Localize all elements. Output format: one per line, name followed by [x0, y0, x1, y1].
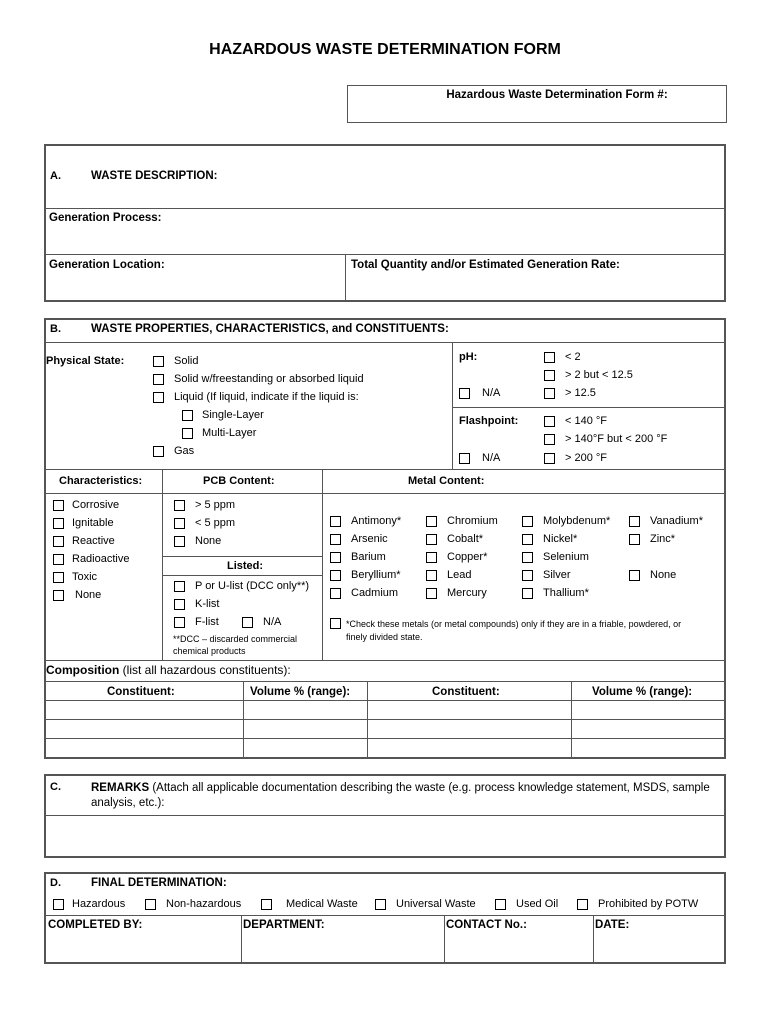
flashpoint-gt200[interactable] [544, 452, 607, 464]
option-label: > 140°F but < 200 °F [565, 433, 668, 445]
metal-note: *Check these metals (or metal compounds) only if they are in a friable, powdered, or finely divided state. [346, 619, 682, 642]
flashpoint-lt140[interactable] [544, 415, 607, 427]
checkbox[interactable] [153, 374, 164, 385]
contact-number-field[interactable]: CONTACT No.: [446, 919, 527, 931]
option-label: Cadmium [351, 587, 399, 599]
pcb-none[interactable] [174, 535, 221, 547]
composition-label: Composition [46, 663, 120, 677]
checkbox[interactable] [522, 552, 533, 563]
metal-vanadium[interactable] [629, 515, 703, 527]
physical-state-multi-layer[interactable] [182, 427, 256, 439]
checkbox[interactable] [153, 446, 164, 457]
checkbox[interactable] [459, 388, 470, 399]
listed-na[interactable] [242, 616, 281, 628]
option-label: Multi-Layer [202, 427, 257, 439]
physical-state-single-layer[interactable] [182, 409, 264, 421]
determination-used-oil[interactable] [495, 898, 558, 910]
column-header-constituent-1: Constituent: [107, 686, 175, 698]
option-label: N/A [482, 452, 501, 464]
section-b-letter: B. [50, 323, 61, 335]
option-label: N/A [482, 387, 501, 399]
option-label: Ignitable [72, 517, 114, 529]
determination-prohibited[interactable] [577, 898, 698, 910]
option-label: Solid w/freestanding or absorbed liquid [174, 373, 364, 385]
checkbox[interactable] [544, 352, 555, 363]
option-label: None [650, 569, 677, 581]
checkbox[interactable] [426, 552, 437, 563]
page-title: HAZARDOUS WASTE DETERMINATION FORM [209, 41, 561, 58]
remarks-heading [91, 781, 711, 811]
checkbox[interactable] [522, 570, 533, 581]
section-d-heading: FINAL DETERMINATION: [91, 877, 227, 889]
listed-f[interactable] [174, 616, 219, 628]
option-label: N/A [263, 616, 282, 628]
remarks-field[interactable] [46, 817, 724, 856]
metal-antimony[interactable] [330, 515, 401, 527]
determination-universal-waste[interactable] [375, 898, 476, 910]
column-header-volume-2: Volume % (range): [592, 686, 693, 698]
pcb-content-label: PCB Content: [203, 475, 275, 487]
checkbox[interactable] [261, 899, 272, 910]
metal-nickel[interactable] [522, 533, 577, 545]
checkbox[interactable] [174, 617, 185, 628]
characteristics-label: Characteristics: [59, 475, 143, 487]
composition-heading [46, 663, 291, 677]
characteristic-reactive[interactable] [53, 535, 115, 547]
characteristic-ignitable[interactable] [53, 517, 114, 529]
total-quantity-field[interactable]: Total Quantity and/or Estimated Generation Rate: [351, 259, 620, 271]
date-field[interactable]: DATE: [595, 919, 630, 931]
checkbox[interactable] [242, 617, 253, 628]
option-label: Cobalt* [447, 533, 484, 545]
characteristic-none[interactable] [53, 589, 101, 601]
metal-chromium[interactable] [426, 515, 498, 527]
composition-note: (list all hazardous constituents): [122, 663, 291, 677]
option-label: Radioactive [72, 553, 130, 565]
checkbox[interactable] [426, 570, 437, 581]
option-label: Used Oil [516, 898, 559, 910]
checkbox[interactable] [330, 570, 341, 581]
form-number-field[interactable] [347, 85, 727, 123]
composition-cell[interactable] [46, 739, 242, 757]
checkbox[interactable] [577, 899, 588, 910]
remarks-label: REMARKS [91, 782, 150, 794]
characteristic-corrosive[interactable] [53, 499, 119, 511]
form-number-label: Hazardous Waste Determination Form #: [446, 89, 668, 101]
option-label: Prohibited by POTW [598, 898, 699, 910]
ph-label: pH: [459, 351, 478, 363]
listed-label: Listed: [227, 560, 264, 572]
checkbox[interactable] [53, 536, 64, 547]
checkbox[interactable] [153, 392, 164, 403]
section-c-letter: C. [50, 781, 61, 793]
remarks-instructions: (Attach all applicable documentation describing the waste (e.g. process knowledge statement, MSDS, sample analysis, etc.): [91, 782, 710, 809]
checkbox[interactable] [53, 500, 64, 511]
checkbox[interactable] [182, 428, 193, 439]
option-label: Barium [351, 551, 386, 563]
option-label: Toxic [72, 571, 98, 583]
option-label: Gas [174, 445, 195, 457]
metal-selenium[interactable] [522, 551, 589, 563]
checkbox[interactable] [522, 534, 533, 545]
checkbox[interactable] [375, 899, 386, 910]
checkbox[interactable] [426, 516, 437, 527]
checkbox[interactable] [544, 370, 555, 381]
option-label: > 200 °F [565, 452, 608, 464]
metal-lead[interactable] [426, 569, 471, 581]
checkbox[interactable] [629, 516, 640, 527]
option-label: Hazardous [72, 898, 126, 910]
determination-non-hazardous[interactable] [145, 898, 241, 910]
checkbox[interactable] [330, 552, 341, 563]
section-d-letter: D. [50, 877, 61, 889]
option-label: None [195, 535, 222, 547]
characteristic-radioactive[interactable] [53, 553, 129, 565]
physical-state-gas[interactable] [153, 445, 194, 457]
flashpoint-140-200[interactable] [544, 433, 667, 445]
option-label: Chromium [447, 515, 498, 527]
metal-mercury[interactable] [426, 587, 487, 599]
option-label: Silver [543, 569, 571, 581]
checkbox[interactable] [153, 356, 164, 367]
option-label: Thallium* [543, 587, 589, 599]
checkbox[interactable] [544, 388, 555, 399]
option-label: > 12.5 [565, 387, 596, 399]
column-header-constituent-2: Constituent: [432, 686, 500, 698]
option-label: Medical Waste [286, 898, 358, 910]
option-label: Nickel* [543, 533, 578, 545]
option-label: Selenium [543, 551, 589, 563]
option-label: K-list [195, 598, 220, 610]
listed-pu[interactable] [174, 580, 309, 592]
physical-state-solid-liquid[interactable] [153, 373, 364, 385]
option-label: Non-hazardous [166, 898, 242, 910]
option-label: F-list [195, 616, 219, 628]
option-label: Solid [174, 355, 199, 367]
checkbox[interactable] [426, 588, 437, 599]
checkbox[interactable] [544, 434, 555, 445]
ph-option-na[interactable] [459, 387, 500, 399]
metal-beryllium[interactable] [330, 569, 401, 581]
option-label: Zinc* [650, 533, 676, 545]
checkbox[interactable] [426, 534, 437, 545]
option-label: Beryllium* [351, 569, 401, 581]
option-label: < 140 °F [565, 415, 608, 427]
metal-cobalt[interactable] [426, 533, 483, 545]
option-label: Single-Layer [202, 409, 264, 421]
option-label: Antimony* [351, 515, 402, 527]
checkbox[interactable] [53, 899, 64, 910]
generation-location-field[interactable]: Generation Location: [49, 259, 165, 271]
physical-state-liquid[interactable] [153, 391, 359, 403]
physical-state-label: Physical State: [46, 355, 125, 367]
generation-process-field[interactable]: Generation Process: [49, 212, 162, 224]
checkbox[interactable] [330, 534, 341, 545]
checkbox[interactable] [544, 416, 555, 427]
flashpoint-na[interactable] [459, 452, 500, 464]
checkbox[interactable] [330, 618, 341, 629]
pcb-lt5[interactable] [174, 517, 235, 529]
checkbox[interactable] [174, 599, 185, 610]
checkbox[interactable] [629, 570, 640, 581]
column-header-volume-1: Volume % (range): [250, 686, 351, 698]
ph-option-lt2[interactable] [544, 351, 581, 363]
option-label: Liquid (If liquid, indicate if the liquid is: [174, 391, 359, 403]
metal-thallium[interactable] [522, 587, 589, 599]
pcb-gt5[interactable] [174, 499, 235, 511]
option-label: Vanadium* [650, 515, 703, 527]
checkbox[interactable] [459, 453, 470, 464]
checkbox[interactable] [53, 572, 64, 583]
checkbox[interactable] [544, 453, 555, 464]
physical-state-solid[interactable] [153, 355, 198, 367]
checkbox[interactable] [330, 588, 341, 599]
metal-note-checkbox[interactable] [330, 617, 341, 629]
metal-barium[interactable] [330, 551, 386, 563]
metal-cadmium[interactable] [330, 587, 398, 599]
checkbox[interactable] [53, 554, 64, 565]
checkbox[interactable] [53, 590, 64, 601]
checkbox[interactable] [330, 516, 341, 527]
option-label: < 2 [565, 351, 581, 363]
section-a-letter: A. [50, 170, 61, 182]
dcc-note: **DCC – discarded commercial chemical products [173, 634, 298, 656]
composition-cell[interactable] [46, 701, 242, 718]
option-label: Lead [447, 569, 472, 581]
section-a-heading: WASTE DESCRIPTION: [91, 170, 218, 182]
determination-hazardous[interactable] [53, 898, 125, 910]
department-field[interactable]: DEPARTMENT: [243, 919, 325, 931]
metal-arsenic[interactable] [330, 533, 388, 545]
option-label: Reactive [72, 535, 115, 547]
option-label: Molybdenum* [543, 515, 611, 527]
option-label: P or U-list (DCC only**) [195, 580, 310, 592]
ph-option-gt12[interactable] [544, 387, 596, 399]
characteristic-toxic[interactable] [53, 571, 97, 583]
checkbox[interactable] [522, 516, 533, 527]
checkbox[interactable] [145, 899, 156, 910]
completed-by-field[interactable]: COMPLETED BY: [48, 919, 143, 931]
checkbox[interactable] [174, 518, 185, 529]
checkbox[interactable] [495, 899, 506, 910]
checkbox[interactable] [522, 588, 533, 599]
section-b-heading: WASTE PROPERTIES, CHARACTERISTICS, and CONSTITUENTS: [91, 323, 449, 335]
flashpoint-label: Flashpoint: [459, 415, 519, 427]
composition-cell[interactable] [46, 720, 242, 737]
option-label: Arsenic [351, 533, 388, 545]
checkbox[interactable] [53, 518, 64, 529]
metal-silver[interactable] [522, 569, 571, 581]
metal-none[interactable] [629, 569, 676, 581]
metal-molybdenum[interactable] [522, 515, 610, 527]
checkbox[interactable] [182, 410, 193, 421]
ph-option-mid[interactable] [544, 369, 633, 381]
option-label: < 5 ppm [195, 517, 236, 529]
option-label: None [75, 589, 102, 601]
option-label: > 5 ppm [195, 499, 236, 511]
option-label: Universal Waste [396, 898, 476, 910]
option-label: Mercury [447, 587, 487, 599]
determination-medical-waste[interactable] [261, 898, 358, 910]
checkbox[interactable] [174, 581, 185, 592]
metal-copper[interactable] [426, 551, 487, 563]
checkbox[interactable] [629, 534, 640, 545]
option-label: Copper* [447, 551, 488, 563]
metal-zinc[interactable] [629, 533, 675, 545]
metal-content-label: Metal Content: [408, 475, 485, 487]
option-label: > 2 but < 12.5 [565, 369, 633, 381]
checkbox[interactable] [174, 500, 185, 511]
listed-k[interactable] [174, 598, 219, 610]
checkbox[interactable] [174, 536, 185, 547]
option-label: Corrosive [72, 499, 120, 511]
